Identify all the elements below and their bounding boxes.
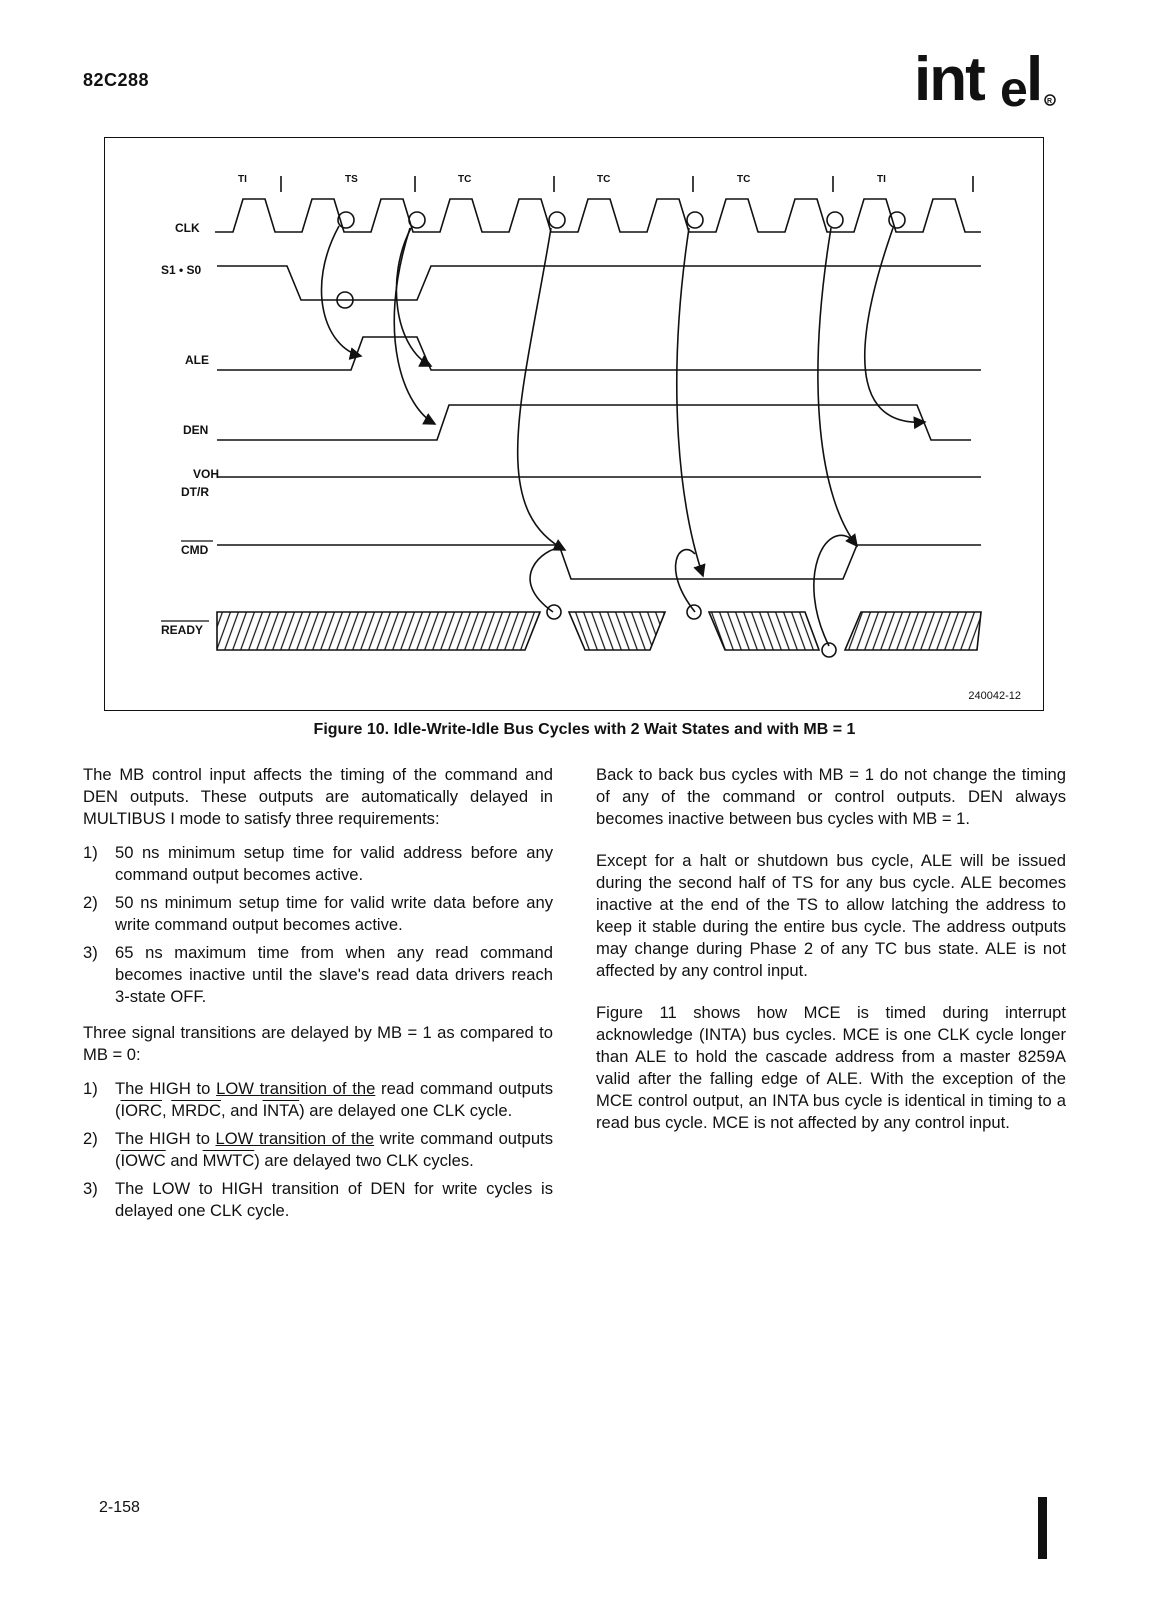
cmd-label: CMD <box>181 543 209 557</box>
dtr-label: DT/R <box>181 485 209 499</box>
svg-text:l: l <box>1026 45 1044 114</box>
ale-waveform <box>217 337 981 370</box>
den-waveform <box>217 405 971 440</box>
right-column <box>596 764 1066 1154</box>
list-item: 3) The LOW to HIGH transition of DEN for write cycles is delayed one CLK cycle. <box>83 1179 553 1220</box>
paragraph-back-to-back: Back to back bus cycles with MB = 1 do not change the timing of any of the command or control outputs. DEN always becomes inactive between bus cycles with MB = 1. <box>596 765 1066 828</box>
page-edge-marker <box>1038 1497 1047 1559</box>
state-label: TC <box>737 174 751 185</box>
list-item: 3) 65 ns maximum time from when any read command becomes inactive until the slave's read data drivers reach 3-state OFF. <box>83 943 553 1006</box>
requirements-list <box>83 842 553 1008</box>
figure-reference-number: 240042-12 <box>968 690 1021 702</box>
intel-logo <box>912 42 1062 117</box>
delays-list <box>83 1078 553 1222</box>
clk-waveform <box>215 199 981 232</box>
svg-text:e: e <box>1000 61 1028 117</box>
ready-label: READY <box>161 623 204 637</box>
paragraph-mce: Figure 11 shows how MCE is timed during interrupt acknowledge (INTA) bus cycles. MCE is one CLK cycle longer than ALE to hold the cascade address from a master 8259A valid after the falling edge of ALE. With the exception of the MCE control output, an INTA bus cycle is identical in timing to a read bus cycle. MCE is not affected by any control input. <box>596 1003 1066 1132</box>
svg-text:R: R <box>1047 98 1053 105</box>
state-label: TC <box>597 174 611 185</box>
figure-caption: Figure 10. Idle-Write-Idle Bus Cycles with 2 Wait States and with MB = 1 <box>313 721 856 738</box>
state-label: TI <box>238 174 247 185</box>
svg-text:int: int <box>914 45 984 114</box>
status-label: S1 • S0 <box>161 263 202 277</box>
den-label: DEN <box>183 423 209 437</box>
state-label: TI <box>877 174 886 185</box>
state-label: TS <box>345 174 358 185</box>
state-label: TC <box>458 174 472 185</box>
delayed-intro-paragraph: Three signal transitions are delayed by MB = 1 as compared to MB = 0: <box>83 1023 553 1064</box>
part-number: 82C288 <box>83 70 150 90</box>
intro-paragraph: The MB control input affects the timing of the command and DEN outputs. These outputs are automatically delayed in MULTIBUS I mode to satisfy three requirements: <box>83 765 553 828</box>
list-item: 1) 50 ns minimum setup time for valid address before any command output becomes active. <box>83 843 553 884</box>
paragraph-ale: Except for a halt or shutdown bus cycle, ALE will be issued during the second half of TS for any bus cycle. ALE becomes inactive at the end of the TS to allow latching the address to keep it stable during the entire bus cycle. The address outputs may change during Phase 2 of any TC bus state. ALE is not affected by any control input. <box>596 851 1066 980</box>
left-column <box>83 764 553 1236</box>
clk-label: CLK <box>175 221 200 235</box>
state-labels <box>238 174 886 185</box>
page-number: 2-158 <box>99 1499 140 1516</box>
cmd-waveform <box>217 545 981 579</box>
voh-label: VOH <box>193 467 220 481</box>
ale-label: ALE <box>185 353 209 367</box>
list-item: 2) 50 ns minimum setup time for valid write data before any write command output becomes active. <box>83 893 553 934</box>
status-waveform <box>217 266 981 300</box>
list-item: 1) The HIGH to LOW transition of the read command outputs (IORC, MRDC, and INTA) are delayed one CLK cycle. <box>83 1079 553 1120</box>
list-item: 2) The HIGH to LOW transition of the write command outputs (IOWC and MWTC) are delayed two CLK cycles. <box>83 1129 554 1170</box>
timing-figure <box>104 137 1044 711</box>
timing-diagram <box>105 138 1042 709</box>
